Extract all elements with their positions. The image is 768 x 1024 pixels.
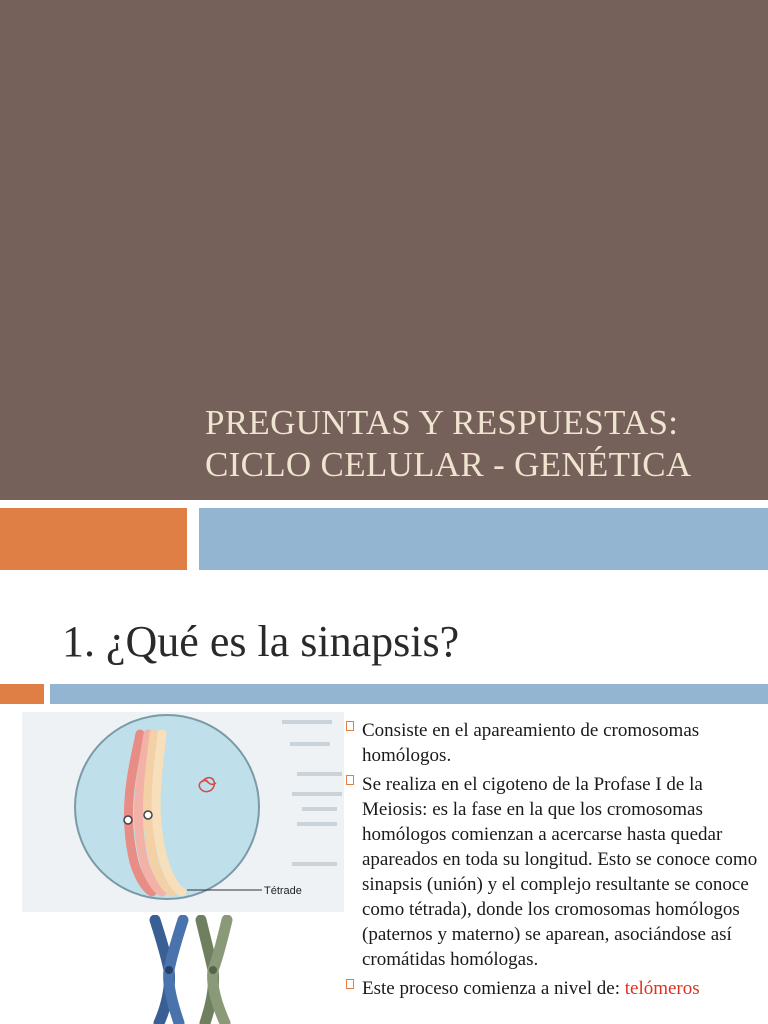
slide-title [205, 402, 691, 486]
accent-strip-orange [0, 684, 44, 704]
accent-band-orange [0, 508, 187, 570]
tetrad-cell-figure [22, 712, 344, 912]
bullet-item-1 [344, 718, 764, 768]
bullet-text: Este proceso comienza a nivel de: [362, 978, 625, 999]
bullet-item-2 [344, 772, 764, 972]
bullet-square-icon [346, 979, 354, 989]
title-slide [0, 0, 768, 500]
bullet-text: Se realiza en el cigoteno de la Profase I de la Meiosis: es la fase en la que los cromosomas homólogos comienzan a acercarse hasta quedar apareados en toda su longitud. Esto se conoce como sinapsis (unión) y el complejo resultante se conoce como tétrada), donde los cromosomas homólogos (paternos y materno) se aparean, asociándose así cromátidas homólogas. [362, 774, 758, 970]
accent-strip-blue [50, 684, 768, 704]
answer-bullets [344, 718, 764, 1005]
title-line-2: CICLO CELULAR - GENÉTICA [205, 445, 692, 484]
bullet-highlight: telómeros [624, 978, 700, 999]
bullet-item-3 [344, 976, 764, 1001]
accent-band-blue [199, 508, 768, 570]
bullet-text: Consiste en el apareamiento de cromosomas homólogos. [362, 720, 700, 766]
bullet-square-icon [346, 721, 354, 731]
question-heading: 1. ¿Qué es la sinapsis? [62, 617, 460, 666]
chromosome-figure [145, 915, 245, 1024]
bullet-square-icon [346, 775, 354, 785]
title-line-1: PREGUNTAS Y RESPUESTAS: [205, 403, 679, 442]
tetrade-label: Tétrade [264, 885, 302, 897]
